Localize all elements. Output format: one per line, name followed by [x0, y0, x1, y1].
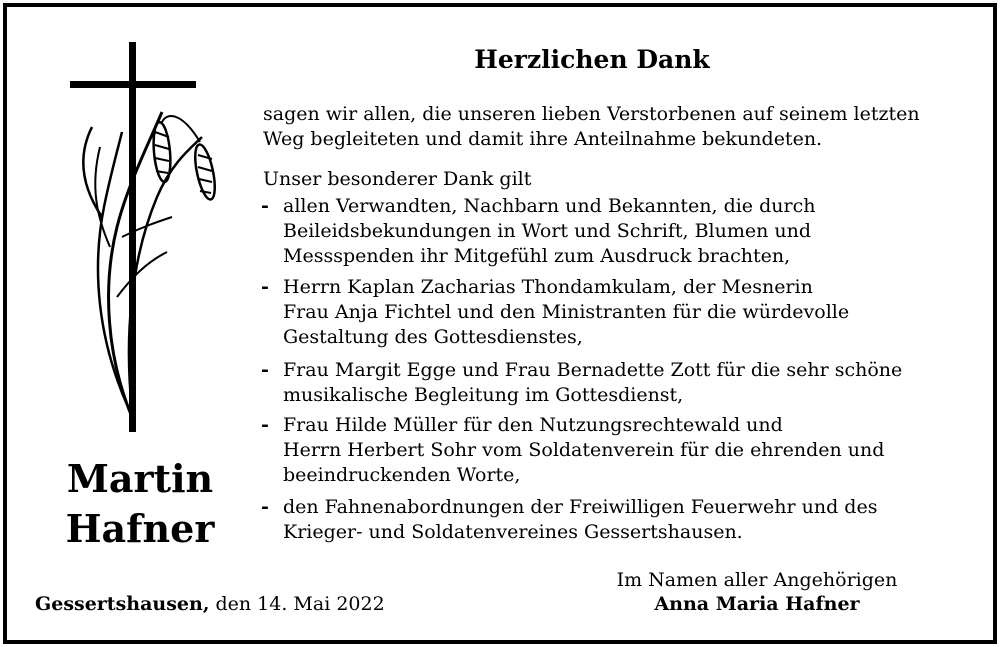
place-and-date	[35, 593, 385, 615]
thanks-line: den Fahnenabordnungen der Freiwilligen Feuerwehr und des	[283, 496, 878, 518]
on-behalf-line: Im Namen aller Angehörigen	[616, 569, 898, 591]
dash-bullet: -	[261, 195, 269, 217]
thanks-line: Frau Margit Egge und Frau Bernadette Zott für die sehr schöne	[283, 359, 903, 381]
thanks-line: Beileidsbekundungen in Wort und Schrift, Blumen und	[283, 220, 812, 242]
dash-bullet: -	[261, 359, 269, 381]
thanks-line: Frau Hilde Müller für den Nutzungsrechtewald und	[283, 414, 783, 436]
thanks-line: allen Verwandten, Nachbarn und Bekannten, die durch	[283, 195, 816, 217]
intro-line: Weg begleiteten und damit ihre Anteilnahme bekundeten.	[263, 128, 823, 150]
thanks-line: Herrn Kaplan Zacharias Thondamkulam, der Mesnerin	[283, 276, 813, 298]
dash-bullet: -	[261, 496, 269, 518]
intro-line: sagen wir allen, die unseren lieben Verstorbenen auf seinem letzten	[263, 103, 920, 125]
obituary-notice	[3, 3, 997, 644]
intro-text	[263, 102, 920, 152]
dash-bullet: -	[261, 414, 269, 436]
thanks-line: Herrn Herbert Sohr vom Soldatenverein für die ehrenden und	[283, 439, 885, 461]
dash-bullet: -	[261, 276, 269, 298]
special-thanks-heading: Unser besonderer Dank gilt	[263, 168, 532, 190]
place: Gessertshausen,	[35, 593, 210, 615]
deceased-first-name: Martin	[66, 456, 214, 501]
thanks-line: Gestaltung des Gottesdienstes,	[283, 326, 583, 348]
cross-with-wheat-icon	[62, 37, 222, 437]
thanks-line: Krieger- und Soldatenvereines Gessertshausen.	[283, 521, 743, 543]
thanks-line: Frau Anja Fichtel und den Ministranten für die würdevolle	[283, 301, 850, 323]
thanks-line: Messspenden ihr Mitgefühl zum Ausdruck brachten,	[283, 245, 791, 267]
signer-name: Anna Maria Hafner	[654, 593, 860, 615]
thanks-line: beeindruckenden Worte,	[283, 464, 521, 486]
date: den 14. Mai 2022	[215, 593, 385, 615]
thanks-line: musikalische Begleitung im Gottesdienst,	[283, 384, 684, 406]
notice-title: Herzlichen Dank	[474, 45, 710, 74]
deceased-last-name: Hafner	[65, 506, 215, 551]
